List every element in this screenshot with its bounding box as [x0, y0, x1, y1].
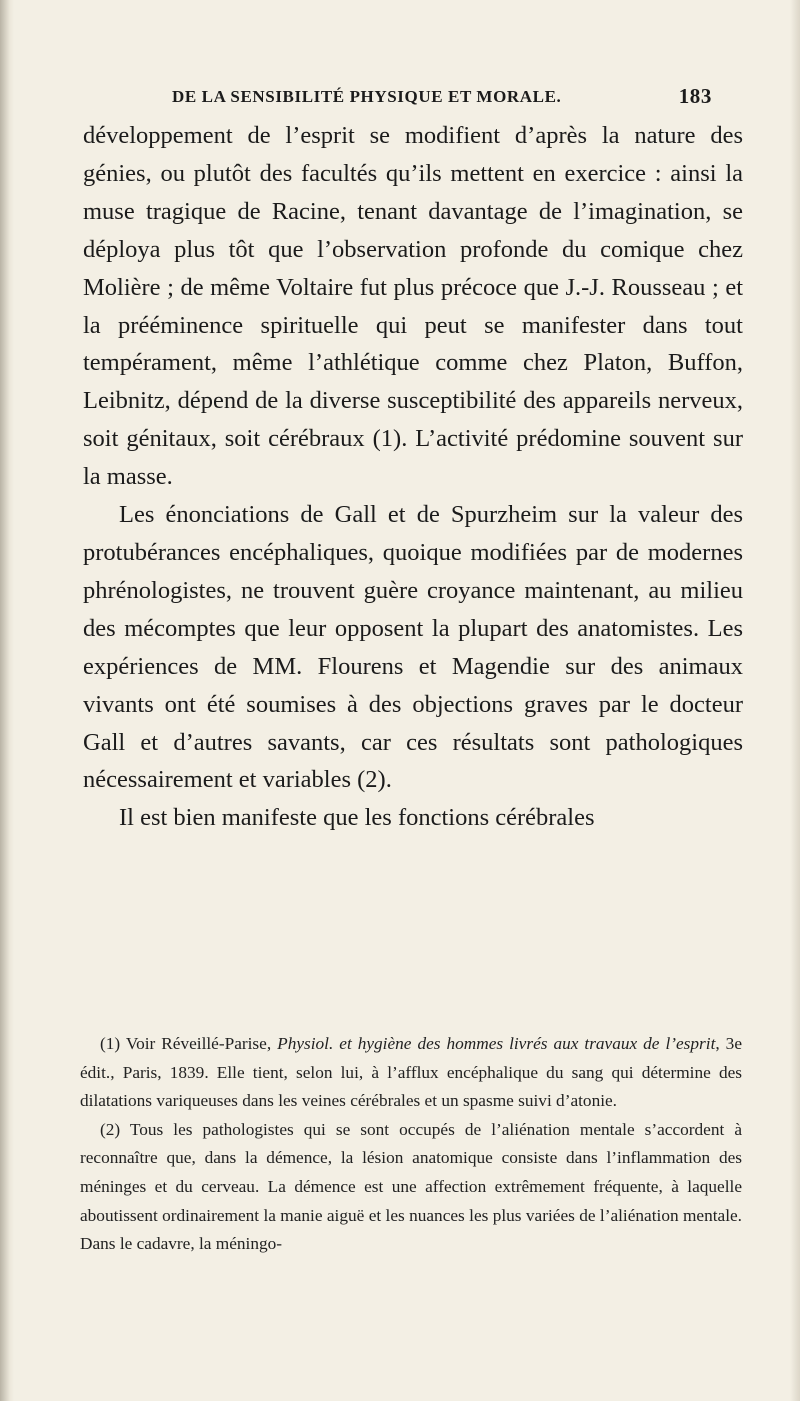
page-header	[172, 84, 712, 112]
footnote-1-marker: (1)	[100, 1034, 121, 1053]
paragraph-3: Il est bien manifeste que les fonctions cérébrales	[119, 804, 595, 832]
page-binding-edge	[0, 0, 14, 1401]
page-number: 183	[678, 84, 712, 108]
footnote-1	[80, 1030, 742, 1116]
footnote-1-title: Physiol. et hygiène des hommes livrés aux travaux de l’esprit	[277, 1034, 716, 1053]
body-text	[83, 117, 743, 837]
running-title: DE LA SENSIBILITÉ PHYSIQUE ET MORALE.	[172, 87, 562, 106]
footnote-2-marker: (2)	[100, 1119, 121, 1139]
footnotes	[80, 1030, 742, 1259]
footnote-1-rest: , 3e édit., Paris, 1839. Elle tient, selon lui, à l’afflux encéphalique du sang qui détermine des dilatations variqueuses dans les veines cérébrales et un spasme suivi d’atonie.	[80, 1034, 742, 1111]
footnote-1-lead: Voir Réveillé-Parise,	[125, 1034, 272, 1053]
footnote-2-text: Tous les pathologistes qui se sont occupés de l’aliénation mentale s’accordent à reconnaître que, dans la démence, la lésion anatomique consiste dans l’inflammation des méninges et du cerveau. La démence est une affection extrêmement fréquente, à laquelle aboutissent ordinairement la manie aiguë et les nuances les plus variées de l’aliénation mentale. Dans le cadavre, la méningo-	[80, 1119, 742, 1254]
paragraph-2: Les énonciations de Gall et de Spurzheim sur la valeur des protubérances encéphaliques, quoique modifiées par de modernes phrénologistes, ne trouvent guère croyance maintenant, au milieu des mécomptes que leur opposent la plupart des anatomistes. Les expériences de MM. Flourens et Magendie sur des animaux vivants ont été soumises à des objections graves par le docteur Gall et d’autres savants, car ces résultats sont pathologiques nécessairement et variables (2).	[83, 501, 743, 794]
footnote-2	[80, 1116, 742, 1259]
page-outer-edge	[790, 0, 800, 1401]
paragraph-1: développement de l’esprit se modifient d’après la nature des génies, ou plutôt des facultés qu’ils mettent en exercice : ainsi la muse tragique de Racine, tenant davantage de l’imagination, se déploya plus tôt que l’observation profonde du comique chez Molière ; de même Voltaire fut plus précoce que J.-J. Rousseau ; et la prééminence spirituelle qui peut se manifester dans tout tempérament, même l’athlétique comme chez Platon, Buffon, Leibnitz, dépend de la diverse susceptibilité des appareils nerveux, soit génitaux, soit cérébraux (1). L’activité prédomine souvent sur la masse.	[83, 122, 743, 491]
